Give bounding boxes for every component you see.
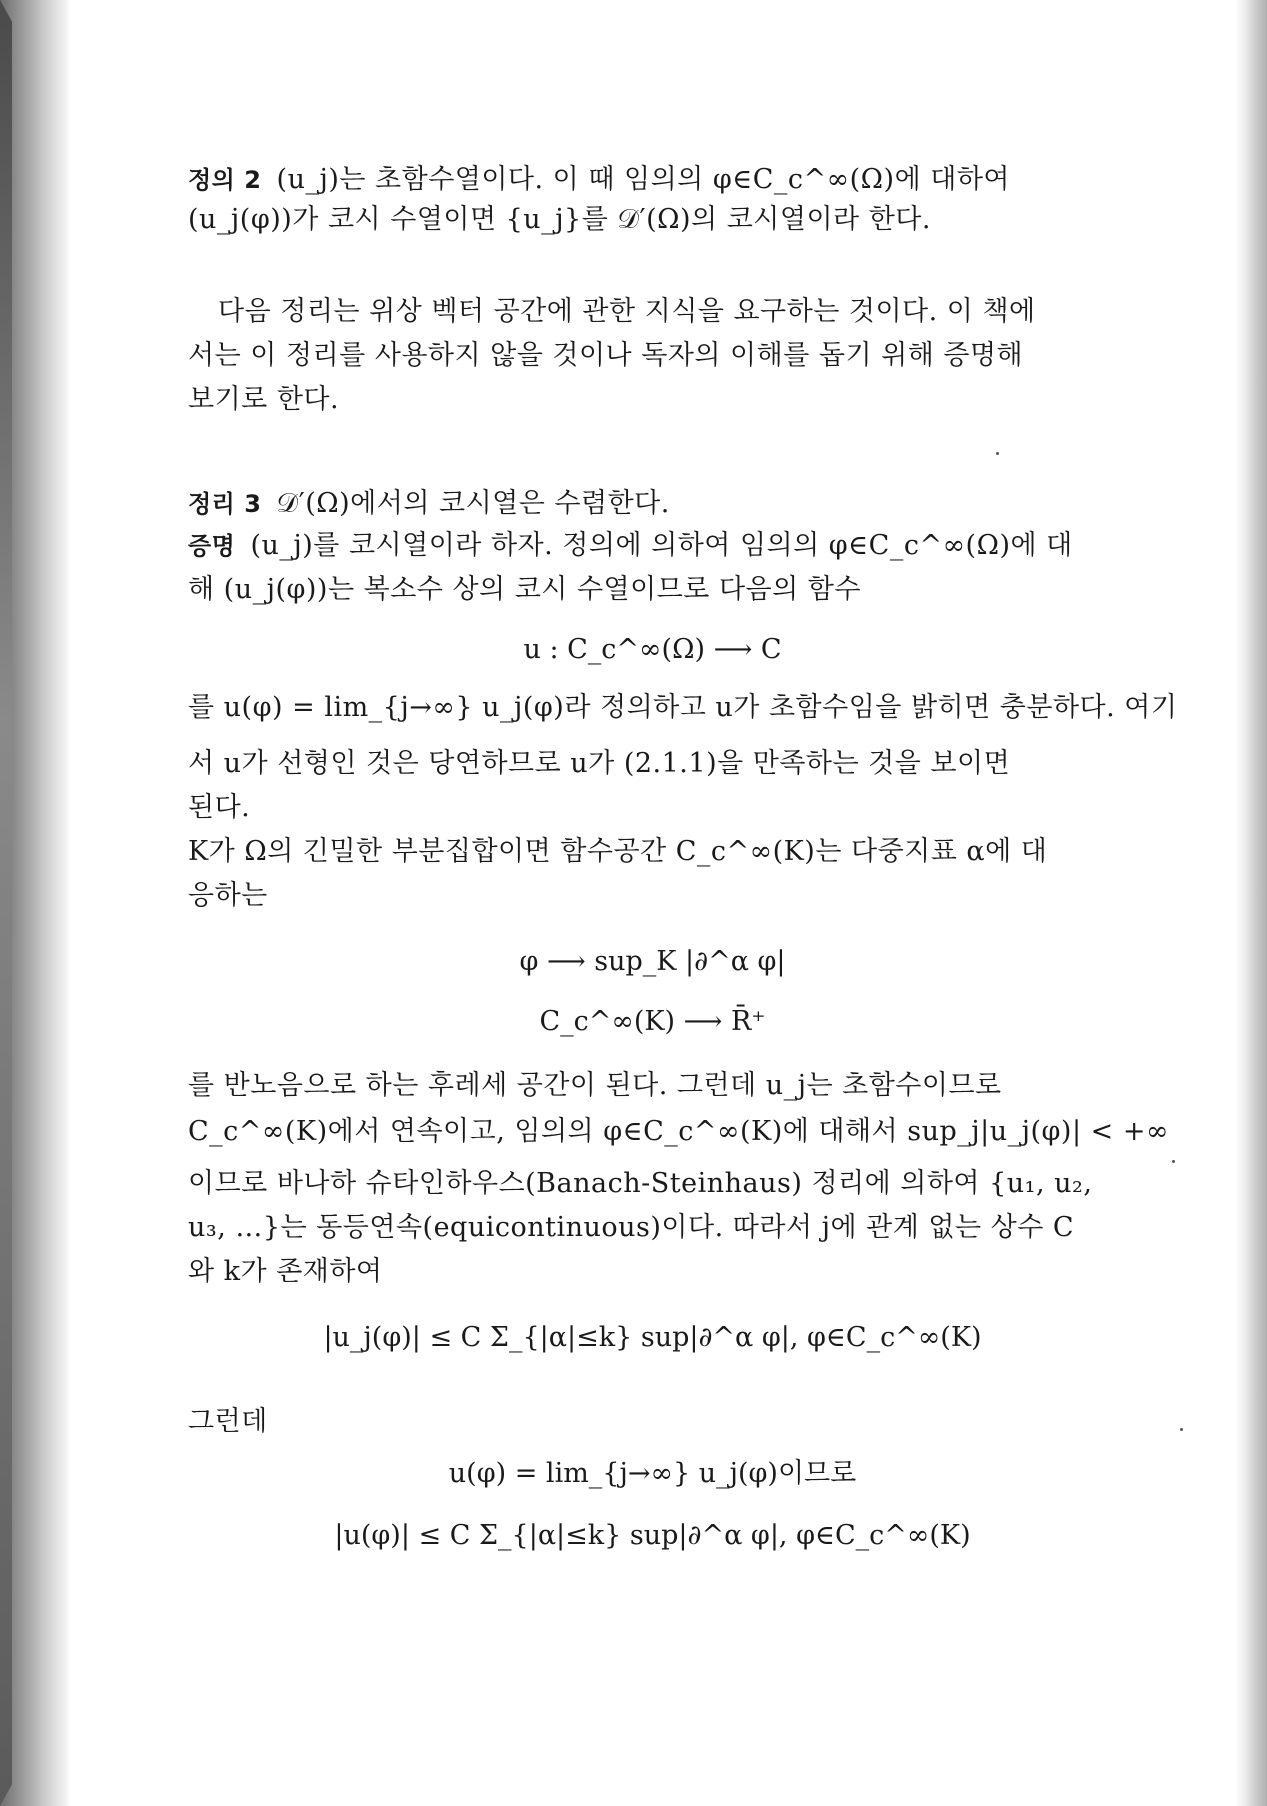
definition-2-line-1 bbox=[188, 160, 1228, 200]
proof-line-1 bbox=[188, 526, 1228, 566]
intro-line-3: 보기로 한다. bbox=[188, 384, 340, 415]
definition-2-text-1: (u_j)는 초함수열이다. 이 때 임의의 φ∈C_c^∞(Ω)에 대하여 bbox=[276, 164, 1010, 195]
theorem-3 bbox=[188, 484, 1228, 524]
proof-line-2: 해 (u_j(φ))는 복소수 상의 코시 수열이므로 다음의 함수 bbox=[188, 574, 861, 605]
definition-2-label: 정의 2 bbox=[188, 166, 262, 194]
proof-line-8: 를 반노음으로 하는 후레세 공간이 된다. 그런데 u_j는 초함수이므로 bbox=[188, 1070, 1002, 1101]
scan-speck bbox=[996, 452, 999, 455]
proof-line-3: 를 u(φ) = lim_{j→∞} u_j(φ)라 정의하고 u가 초함수임을 밝히면 충분하다. 여기 bbox=[188, 692, 1178, 723]
proof-text-1: (u_j)를 코시열이라 하자. 정의에 의하여 임의의 φ∈C_c^∞(Ω)에 대 bbox=[250, 530, 1073, 561]
proof-line-5: 된다. bbox=[188, 792, 251, 823]
proof-line-13: 그런데 bbox=[188, 1406, 268, 1437]
document-page bbox=[70, 0, 1235, 1806]
definition-2-line-2: (u_j(φ))가 코시 수열이면 {u_j}를 𝒟′(Ω)의 코시열이라 한다. bbox=[188, 204, 931, 235]
proof-line-9: C_c^∞(K)에서 연속이고, 임의의 φ∈C_c^∞(K)에 대해서 sup_j|u_j(φ)| < +∞ bbox=[188, 1116, 1169, 1147]
proof-label: 증명 bbox=[188, 532, 236, 560]
proof-line-12: 와 k가 존재하여 bbox=[188, 1256, 383, 1287]
theorem-3-label: 정리 3 bbox=[188, 490, 262, 518]
page-left-edge bbox=[0, 0, 70, 1806]
page-right-edge bbox=[1235, 0, 1267, 1806]
scan-speck bbox=[1180, 1428, 1183, 1431]
scan-speck bbox=[1172, 1160, 1175, 1163]
proof-line-4: 서 u가 선형인 것은 당연하므로 u가 (2.1.1)을 만족하는 것을 보이면 bbox=[188, 748, 1011, 779]
theorem-3-text: 𝒟′(Ω)에서의 코시열은 수렴한다. bbox=[276, 488, 670, 519]
proof-line-11: u₃, …}는 동등연속(equicontinuous)이다. 따라서 j에 관계 없는 상수 C bbox=[188, 1212, 1075, 1243]
proof-line-10: 이므로 바나하 슈타인하우스(Banach-Steinhaus) 정리에 의하여 {u₁, u₂, bbox=[188, 1168, 1093, 1199]
equation-5: u(φ) = lim_{j→∞} u_j(φ)이므로 bbox=[448, 1458, 857, 1489]
equation-6: |u(φ)| ≤ C Σ_{|α|≤k} sup|∂^α φ|, φ∈C_c^∞(K) bbox=[334, 1520, 971, 1551]
equation-4: |u_j(φ)| ≤ C Σ_{|α|≤k} sup|∂^α φ|, φ∈C_c^∞(K) bbox=[323, 1322, 982, 1353]
equation-2: φ ⟶ sup_K |∂^α φ| bbox=[519, 946, 786, 977]
equation-1: u : C_c^∞(Ω) ⟶ C bbox=[523, 634, 782, 665]
equation-3: C_c^∞(K) ⟶ R̄⁺ bbox=[539, 1006, 766, 1037]
proof-line-7: 응하는 bbox=[188, 880, 268, 911]
intro-line-1: 다음 정리는 위상 벡터 공간에 관한 지식을 요구하는 것이다. 이 책에 bbox=[218, 296, 1036, 327]
proof-line-6: K가 Ω의 긴밀한 부분집합이면 함수공간 C_c^∞(K)는 다중지표 α에 대 bbox=[188, 836, 1048, 867]
intro-line-2: 서는 이 정리를 사용하지 않을 것이나 독자의 이해를 돕기 위해 증명해 bbox=[188, 340, 1024, 371]
